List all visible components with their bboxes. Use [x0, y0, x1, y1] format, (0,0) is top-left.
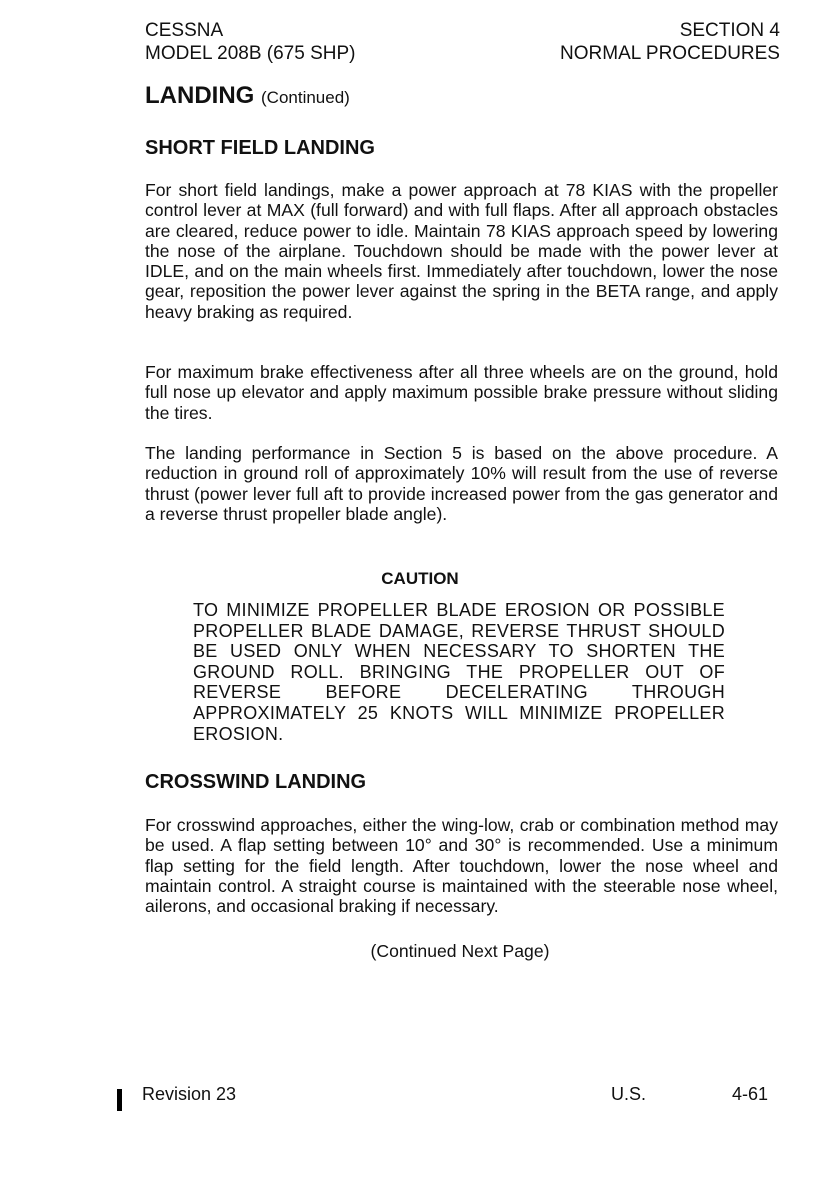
short-field-paragraph-2: For maximum brake effectiveness after all three wheels are on the ground, hold full nose up elevator and apply maximum possible brake pressure without sliding the tires.: [145, 362, 778, 423]
page-title: [145, 82, 350, 110]
model: MODEL 208B (675 SHP): [145, 43, 356, 64]
header-left: [145, 19, 356, 65]
crosswind-paragraph: For crosswind approaches, either the wing-low, crab or combination method may be used. A flap setting between 10° and 30° is recommended. Use a minimum flap setting for the field length. After touchdown, lower the nose wheel and maintain control. A straight course is maintained with the steerable nose wheel, ailerons, and occasional braking if necessary.: [145, 815, 778, 917]
page-title-continued: (Continued): [261, 88, 350, 107]
page-title-main: LANDING: [145, 82, 255, 109]
footer-region: U.S.: [611, 1084, 647, 1104]
section-number: SECTION 4: [679, 20, 780, 41]
footer-page-number: 4-61: [732, 1084, 769, 1104]
short-field-paragraph-1: For short field landings, make a power approach at 78 KIAS with the propeller control lever at MAX (full forward) and with full flaps. After all approach obstacles are cleared, reduce power to idle. Maintain 78 KIAS approach speed by lowering the nose of the airplane. Touchdown should be made with the power lever at IDLE, and on the main wheels first. Immediately after touchdown, lower the nose gear, reposition the power lever against the spring in the BETA range, and apply heavy braking as required.: [145, 180, 778, 322]
caution-text: TO MINIMIZE PROPELLER BLADE EROSION OR POSSIBLE PROPELLER BLADE DAMAGE, REVERSE THRUST SHOULD BE USED ONLY WHEN NECESSARY TO SHORTEN THE GROUND ROLL. BRINGING THE PROPELLER OUT OF REVERSE BEFORE DECELERATING THROUGH APPROXIMATELY 25 KNOTS WILL MINIMIZE PROPELLER EROSION.: [193, 600, 725, 744]
footer-revision: Revision 23: [142, 1084, 237, 1104]
section-title: NORMAL PROCEDURES: [560, 43, 780, 64]
revision-change-bar: [117, 1089, 122, 1111]
crosswind-heading: CROSSWIND LANDING: [145, 771, 367, 793]
short-field-paragraph-3: The landing performance in Section 5 is based on the above procedure. A reduction in ground roll of approximately 10% will result from the use of reverse thrust (power lever full aft to provide increased power from the gas generator and a reverse thrust propeller blade angle).: [145, 443, 778, 524]
short-field-heading: SHORT FIELD LANDING: [145, 137, 375, 159]
header-right: [560, 19, 780, 65]
caution-heading: CAUTION: [381, 569, 459, 588]
continued-next-page: (Continued Next Page): [370, 941, 550, 961]
manufacturer: CESSNA: [145, 20, 224, 41]
